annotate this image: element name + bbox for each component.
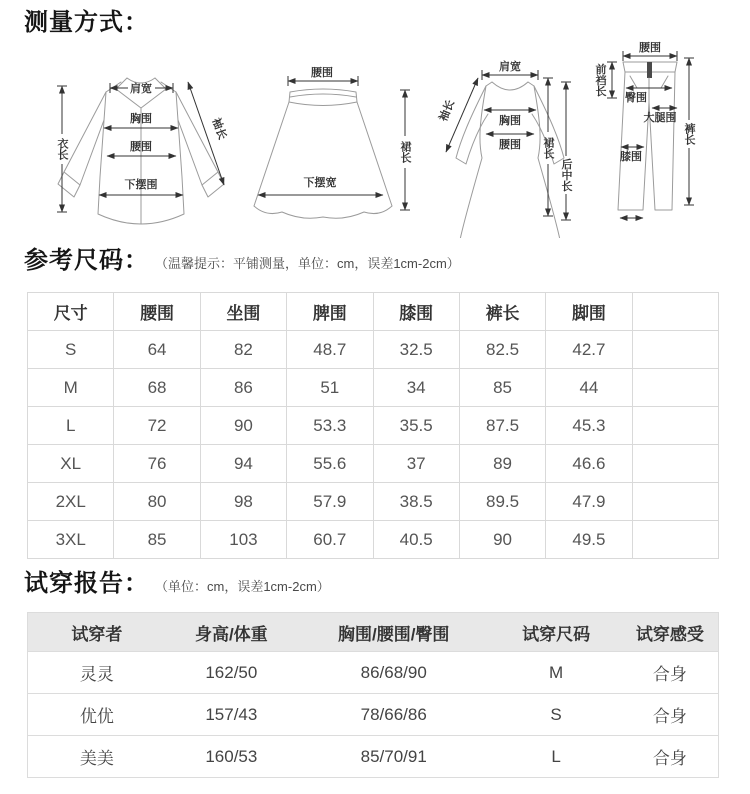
cell: L xyxy=(490,736,621,778)
cell: 3XL xyxy=(28,521,114,559)
cell: 57.9 xyxy=(287,483,373,521)
cell: 80 xyxy=(114,483,200,521)
skirt-diagram xyxy=(254,65,412,218)
measurement-title: 测量方式： xyxy=(24,9,149,36)
shirt-hem-label: 下摆围 xyxy=(124,179,158,191)
skirt-hem-width-label: 下摆宽 xyxy=(303,177,337,189)
cell: 32.5 xyxy=(373,331,459,369)
dress-sleeve-label: 袖长 xyxy=(437,98,458,124)
cell: 103 xyxy=(200,521,286,559)
table-row xyxy=(28,736,719,778)
fitting-report-note: （单位：cm，误差1cm-2cm） xyxy=(155,579,330,594)
pants-knee-label: 膝围 xyxy=(620,151,642,163)
cell: 46.6 xyxy=(546,445,632,483)
shirt-length-label: 衣长 xyxy=(56,138,68,160)
cell: 47.9 xyxy=(546,483,632,521)
column-header: 脚围 xyxy=(546,293,632,331)
fitting-report-table xyxy=(27,612,719,778)
cell: S xyxy=(490,694,621,736)
cell: 38.5 xyxy=(373,483,459,521)
cell: 53.3 xyxy=(287,407,373,445)
column-header: 身高/体重 xyxy=(166,613,297,652)
size-chart-header-row xyxy=(28,293,719,331)
table-row xyxy=(28,407,719,445)
cell: 60.7 xyxy=(287,521,373,559)
shirt-diagram xyxy=(56,78,230,224)
cell: 34 xyxy=(373,369,459,407)
shirt-waist-label: 腰围 xyxy=(130,141,152,153)
cell: 82.5 xyxy=(459,331,545,369)
cell xyxy=(632,369,718,407)
pants-length-label: 裤长 xyxy=(683,123,695,145)
cell: 85/70/91 xyxy=(297,736,490,778)
shirt-shoulder-label: 肩宽 xyxy=(130,83,152,95)
size-chart-section-header xyxy=(24,246,750,276)
cell: 160/53 xyxy=(166,736,297,778)
cell: 合身 xyxy=(622,652,719,694)
pants-diagram xyxy=(594,40,696,218)
fitting-report-header-row xyxy=(28,613,719,652)
cell: 灵灵 xyxy=(28,652,166,694)
cell: 51 xyxy=(287,369,373,407)
column-header: 腰围 xyxy=(114,293,200,331)
cell: 40.5 xyxy=(373,521,459,559)
cell xyxy=(632,521,718,559)
cell: 48.7 xyxy=(287,331,373,369)
cell: 37 xyxy=(373,445,459,483)
table-row xyxy=(28,331,719,369)
cell: 162/50 xyxy=(166,652,297,694)
column-header: 试穿者 xyxy=(28,613,166,652)
cell: M xyxy=(28,369,114,407)
cell: 86/68/90 xyxy=(297,652,490,694)
cell: 89.5 xyxy=(459,483,545,521)
fitting-report-section-header xyxy=(24,569,750,599)
table-row xyxy=(28,369,719,407)
cell: 42.7 xyxy=(546,331,632,369)
cell: 美美 xyxy=(28,736,166,778)
shirt-sleeve-label: 袖长 xyxy=(209,116,229,142)
size-chart-title: 参考尺码： xyxy=(24,247,149,274)
table-row xyxy=(28,652,719,694)
cell: 78/66/86 xyxy=(297,694,490,736)
pants-front-rise-label: 前裆长 xyxy=(594,63,606,97)
column-header: 试穿尺码 xyxy=(490,613,621,652)
dress-back-center-length-label: 后中长 xyxy=(560,158,572,192)
column-header xyxy=(632,293,718,331)
dress-bust-label: 胸围 xyxy=(499,115,521,127)
cell: 85 xyxy=(459,369,545,407)
pants-waist-label: 腰围 xyxy=(639,42,661,54)
cell: 157/43 xyxy=(166,694,297,736)
dress-waist-label: 腰围 xyxy=(499,139,521,151)
pants-fly-button xyxy=(647,62,652,78)
table-row xyxy=(28,694,719,736)
shirt-bust-label: 胸围 xyxy=(130,113,152,125)
dress-diagram xyxy=(436,59,573,238)
fitting-report-title: 试穿报告： xyxy=(24,570,149,597)
cell: 优优 xyxy=(28,694,166,736)
cell xyxy=(632,331,718,369)
cell: 45.3 xyxy=(546,407,632,445)
measurement-diagrams xyxy=(0,40,750,238)
cell: 64 xyxy=(114,331,200,369)
cell: S xyxy=(28,331,114,369)
size-chart-note: （温馨提示：平铺测量，单位：cm，误差1cm-2cm） xyxy=(155,256,460,271)
cell: 49.5 xyxy=(546,521,632,559)
cell: 72 xyxy=(114,407,200,445)
cell: M xyxy=(490,652,621,694)
cell: 89 xyxy=(459,445,545,483)
pants-thigh-label: 大腿围 xyxy=(643,112,677,124)
cell: 86 xyxy=(200,369,286,407)
column-header: 尺寸 xyxy=(28,293,114,331)
table-row xyxy=(28,521,719,559)
size-chart-table xyxy=(27,292,719,559)
column-header: 膝围 xyxy=(373,293,459,331)
cell: 合身 xyxy=(622,736,719,778)
cell: 90 xyxy=(459,521,545,559)
cell xyxy=(632,407,718,445)
cell: 87.5 xyxy=(459,407,545,445)
column-header: 裤长 xyxy=(459,293,545,331)
column-header: 胸围/腰围/臀围 xyxy=(297,613,490,652)
cell: 98 xyxy=(200,483,286,521)
column-header: 坐围 xyxy=(200,293,286,331)
measurement-section-header xyxy=(24,8,750,38)
table-row xyxy=(28,445,719,483)
cell: 82 xyxy=(200,331,286,369)
pants-hip-label: 臀围 xyxy=(625,92,647,104)
cell: L xyxy=(28,407,114,445)
cell: 76 xyxy=(114,445,200,483)
cell: XL xyxy=(28,445,114,483)
cell: 94 xyxy=(200,445,286,483)
cell: 68 xyxy=(114,369,200,407)
skirt-length-label: 裙长 xyxy=(399,141,411,163)
dress-shoulder-label: 肩宽 xyxy=(499,61,521,73)
cell: 55.6 xyxy=(287,445,373,483)
cell: 2XL xyxy=(28,483,114,521)
dress-skirt-length-label: 裙长 xyxy=(542,137,554,159)
cell: 35.5 xyxy=(373,407,459,445)
cell xyxy=(632,483,718,521)
column-header: 脾围 xyxy=(287,293,373,331)
skirt-waist-label: 腰围 xyxy=(311,67,333,79)
cell: 85 xyxy=(114,521,200,559)
cell: 44 xyxy=(546,369,632,407)
cell: 90 xyxy=(200,407,286,445)
column-header: 试穿感受 xyxy=(622,613,719,652)
cell xyxy=(632,445,718,483)
cell: 合身 xyxy=(622,694,719,736)
table-row xyxy=(28,483,719,521)
